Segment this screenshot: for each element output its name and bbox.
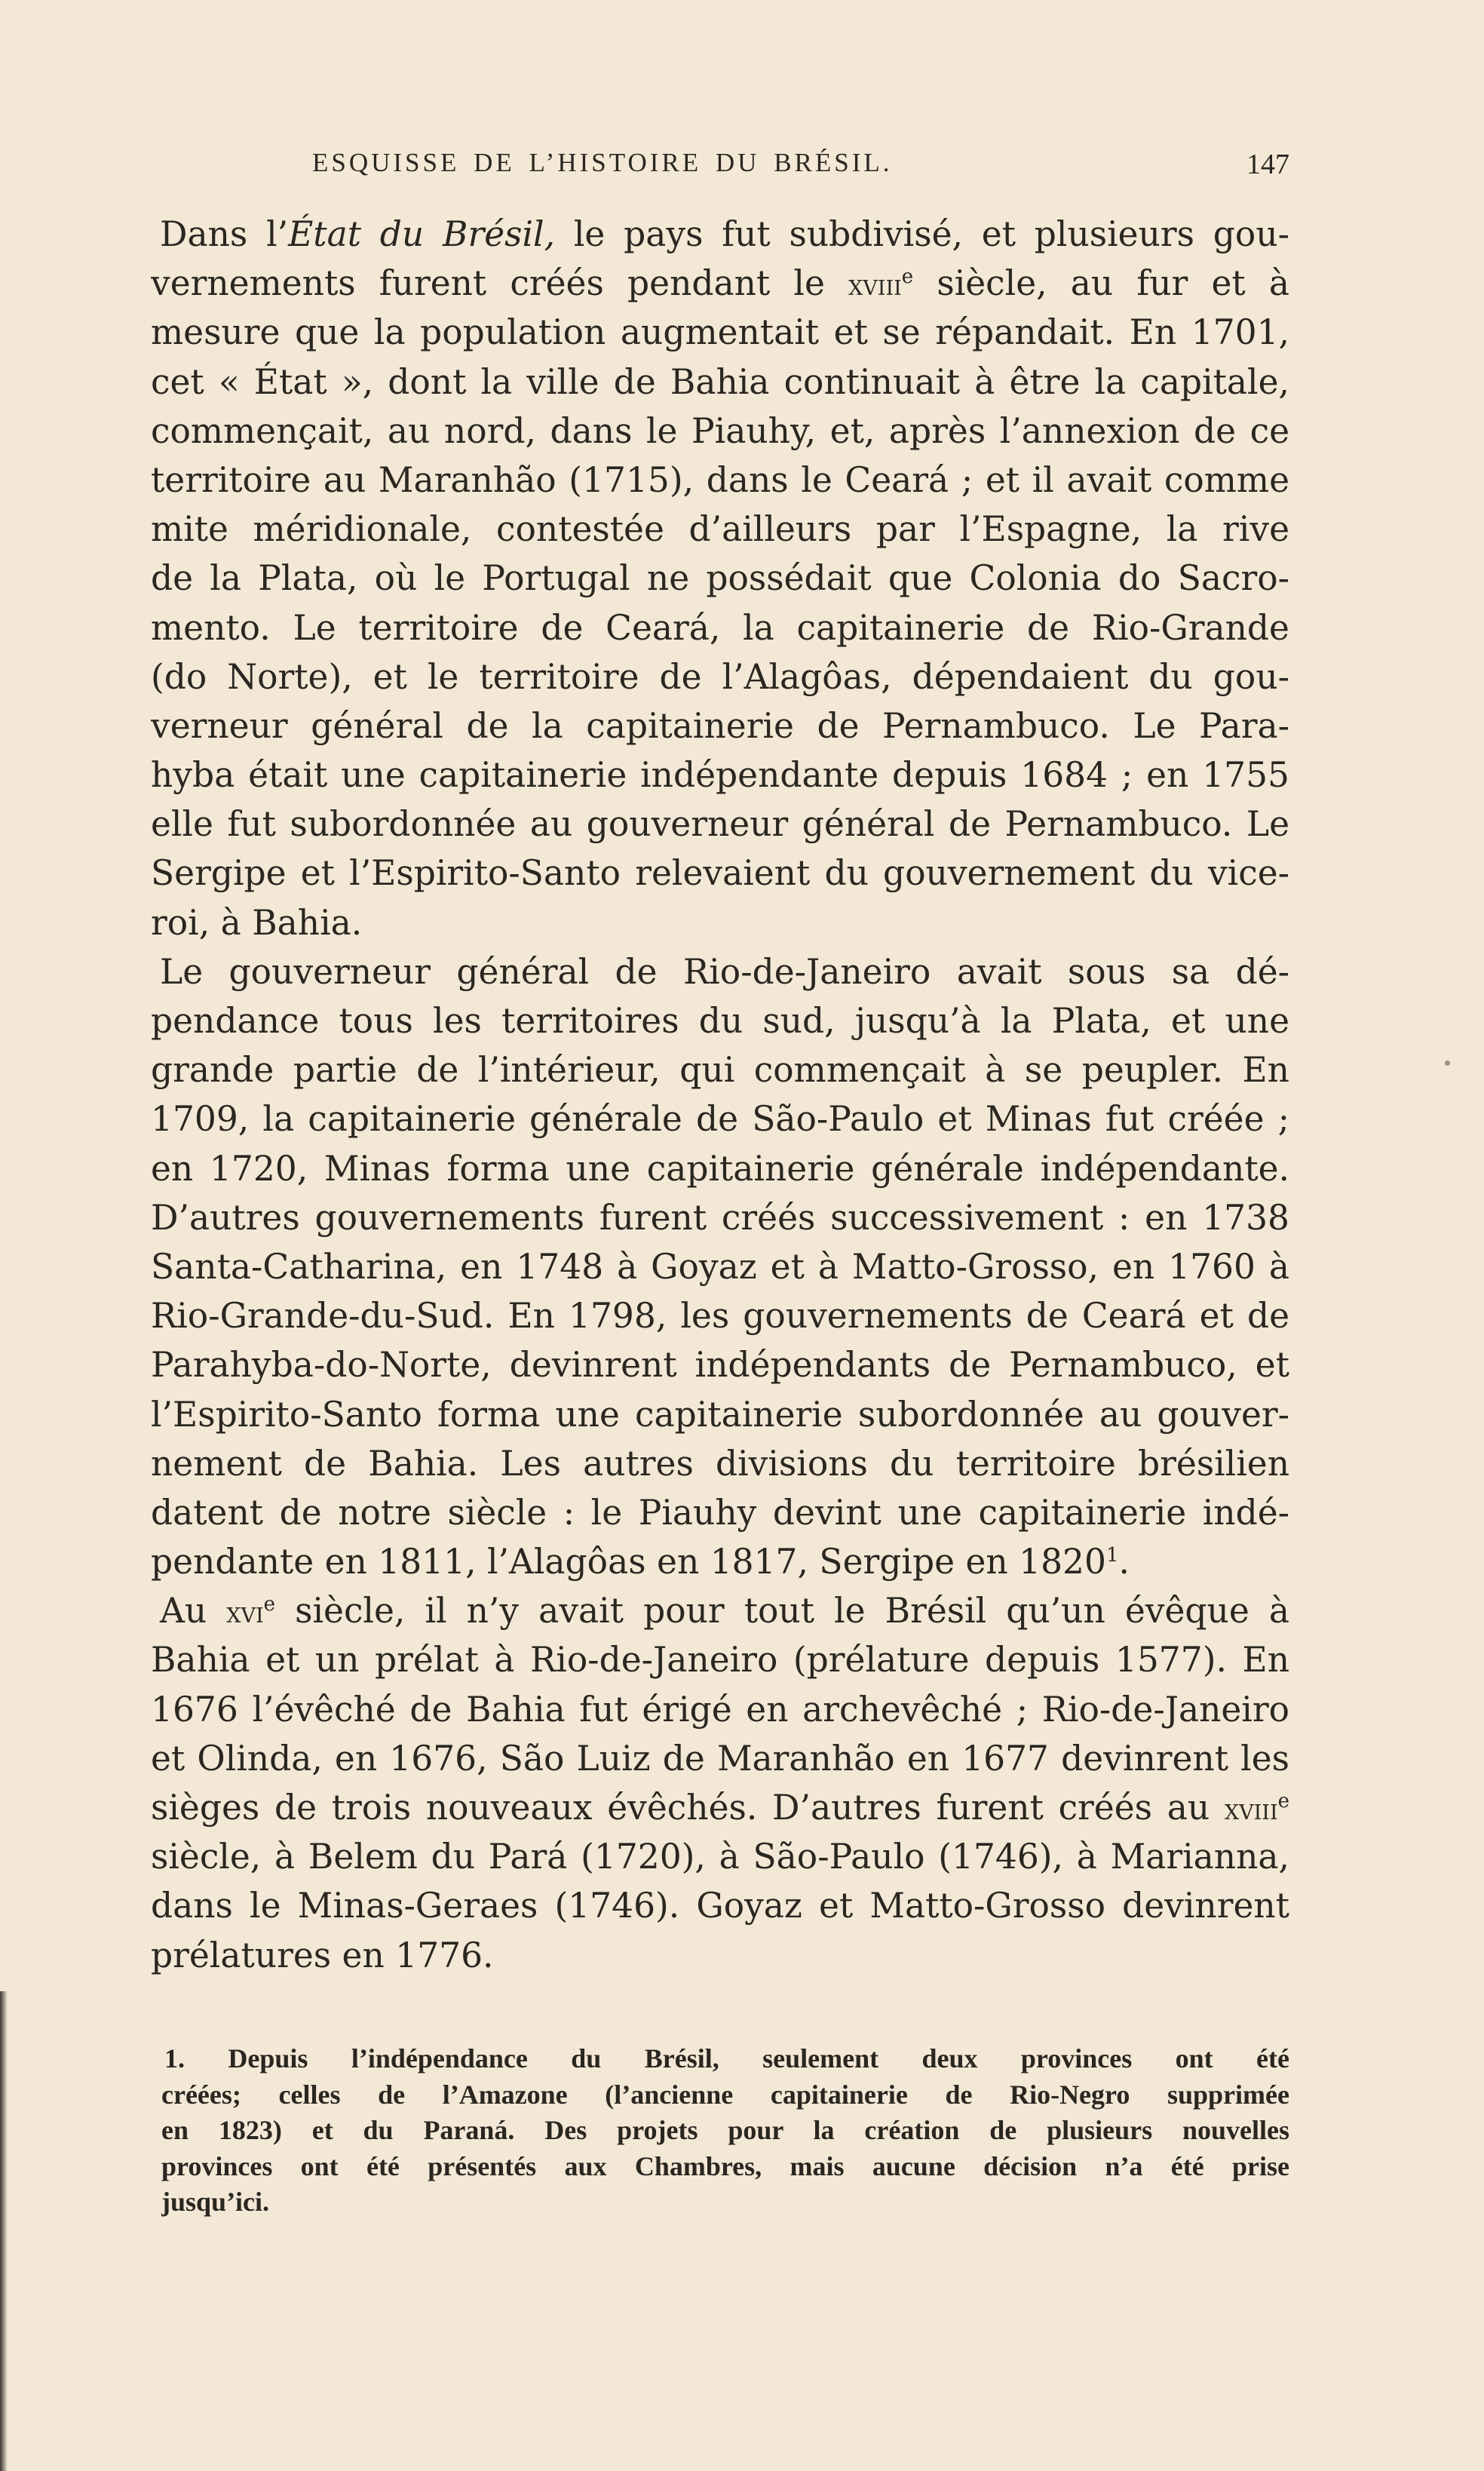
text-line: roi, à Bahia. [151, 902, 363, 943]
page-edge-shadow [0, 1991, 8, 2471]
text-span: siècle, il n’y avait pour tout le Brésil qu’un évêque à [275, 1591, 1289, 1631]
footnote-marker[interactable]: 1 [1105, 1543, 1119, 1567]
text-line [151, 259, 1289, 308]
text-line: Rio-Grande-du-Sud. En 1798, les gouvernements de Ceará et de [151, 1296, 1289, 1337]
text-line: pendance tous les territoires du sud, jusqu’à la Plata, et une [151, 1001, 1289, 1041]
superscript: e [901, 266, 914, 289]
text-line: cet « État », dont la ville de Bahia continuait à être la capitale, [151, 361, 1289, 402]
footnote-line: jusqu’ici. [161, 2187, 270, 2217]
running-head: ESQUISSE DE L’HISTOIRE DU BRÉSIL. [312, 148, 893, 177]
footnote [161, 2041, 1289, 2221]
text-line: elle fut subordonnée au gouverneur général de Pernambuco. Le [151, 804, 1289, 845]
text-line: mite méridionale, contestée d’ailleurs par l’Espagne, la rive [151, 509, 1289, 550]
text-line: 1676 l’évêché de Bahia fut érigé en archevêché ; Rio-de-Janeiro [151, 1689, 1289, 1730]
text-span: . [1118, 1542, 1130, 1582]
page-number: 147 [1246, 149, 1289, 180]
text-line: prélatures en 1776. [151, 1935, 494, 1975]
century-numeral: xviii [848, 269, 902, 302]
text-line: commençait, au nord, dans le Piauhy, et, après l’annexion de ce [151, 410, 1289, 451]
text-line: Santa-Catharina, en 1748 à Goyaz et à Matto-Grosso, en 1760 à [151, 1246, 1289, 1287]
text-line: hyba était une capitainerie indépendante depuis 1684 ; en 1755 [151, 755, 1289, 796]
footnote-line: 1. Depuis l’indépendance du Brésil, seulement deux provinces ont été [164, 2043, 1289, 2073]
italic-title: État du Brésil, [288, 214, 556, 254]
paper-speck [1445, 1061, 1450, 1066]
text-line [151, 210, 1289, 259]
superscript: e [263, 1593, 276, 1616]
text-line [151, 1586, 1289, 1635]
text-line: de la Plata, où le Portugal ne possédait que Colonia do Sacro- [151, 558, 1289, 599]
text-span: sièges de trois nouveaux évêchés. D’autres furent créés au [151, 1788, 1225, 1828]
text-line: mento. Le territoire de Ceará, la capitainerie de Rio-Grande [151, 607, 1289, 648]
text-span: le pays fut subdivisé, et plusieurs gou- [555, 214, 1289, 254]
text-line [151, 1537, 1289, 1586]
text-line: 1709, la capitainerie générale de São-Paulo et Minas fut créée ; [151, 1099, 1289, 1140]
text-line: en 1720, Minas forma une capitainerie générale indépendante. [151, 1148, 1289, 1189]
footnote-line: provinces ont été présentés aux Chambres, mais aucune décision n’a été prise [161, 2150, 1289, 2181]
body-text [151, 210, 1289, 1980]
text-line: territoire au Maranhão (1715), dans le Ceará ; et il avait comme [151, 459, 1289, 500]
century-numeral: xviii [1224, 1793, 1278, 1826]
superscript: e [1277, 1789, 1289, 1813]
text-span: pendante en 1811, l’Alagôas en 1817, Sergipe en 1820 [151, 1542, 1106, 1582]
paragraph-2 [151, 947, 1289, 1586]
paragraph-1 [151, 210, 1289, 947]
text-line: Sergipe et l’Espirito-Santo relevaient du gouvernement du vice- [151, 853, 1289, 894]
text-line: l’Espirito-Santo forma une capitainerie subordonnée au gouver- [151, 1394, 1289, 1435]
footnote-line: créées; celles de l’Amazone (l’ancienne capitainerie de Rio-Negro supprimée [161, 2079, 1289, 2110]
text-span: siècle, au fur et à [913, 263, 1289, 304]
text-span: Dans l’ [160, 214, 289, 254]
footnote-line: en 1823) et du Paraná. Des projets pour la création de plusieurs nouvelles [161, 2115, 1289, 2145]
text-line: dans le Minas-Geraes (1746). Goyaz et Matto-Grosso devinrent [151, 1886, 1289, 1926]
paragraph-3 [151, 1586, 1289, 1980]
text-line [151, 1783, 1289, 1832]
text-line: grande partie de l’intérieur, qui commençait à se peupler. En [151, 1050, 1289, 1091]
text-line: Parahyba-do-Norte, devinrent indépendants de Pernambuco, et [151, 1345, 1289, 1386]
text-span: vernements furent créés pendant le [151, 263, 849, 304]
text-line: mesure que la population augmentait et se répandait. En 1701, [151, 312, 1289, 353]
text-line: D’autres gouvernements furent créés successivement : en 1738 [151, 1197, 1289, 1238]
text-line: et Olinda, en 1676, São Luiz de Maranhão en 1677 devinrent les [151, 1738, 1289, 1779]
text-line: Le gouverneur général de Rio-de-Janeiro avait sous sa dé- [160, 951, 1289, 992]
text-line: datent de notre siècle : le Piauhy devint une capitainerie indé- [151, 1492, 1289, 1533]
page-header [151, 148, 1289, 186]
text-line: Bahia et un prélat à Rio-de-Janeiro (prélature depuis 1577). En [151, 1640, 1289, 1681]
text-line: (do Norte), et le territoire de l’Alagôas, dépendaient du gou- [151, 656, 1289, 697]
text-line: siècle, à Belem du Pará (1720), à São-Paulo (1746), à Marianna, [151, 1837, 1289, 1877]
text-span: Au [160, 1591, 227, 1631]
century-numeral: xvi [226, 1596, 264, 1630]
text-line: nement de Bahia. Les autres divisions du territoire brésilien [151, 1443, 1289, 1484]
text-line: verneur général de la capitainerie de Pernambuco. Le Para- [151, 705, 1289, 746]
